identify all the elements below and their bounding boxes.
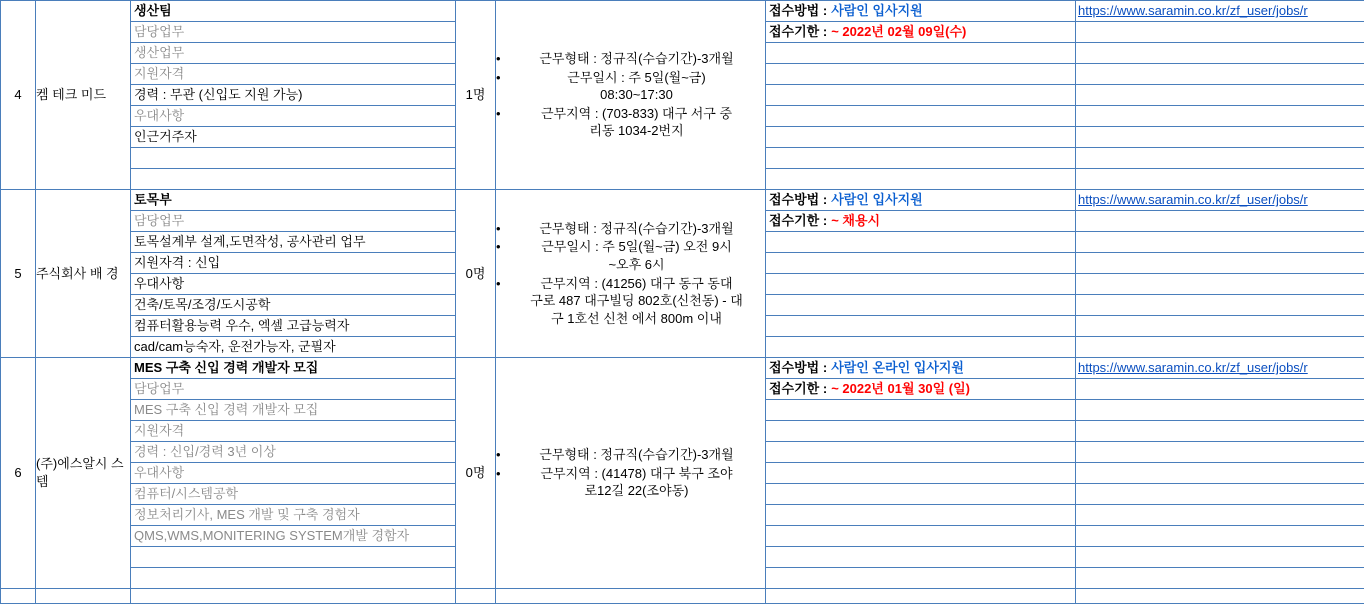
condition-item: [496, 220, 765, 238]
row-number: [1, 589, 36, 604]
table-row[interactable]: [1, 358, 1364, 589]
work-conditions-cell: [496, 358, 766, 589]
table-row-partial[interactable]: [1, 589, 1364, 604]
detail-line: 컴퓨터활용능력 우수, 엑셀 고급능력자: [131, 316, 455, 337]
apply-row: [766, 211, 1075, 232]
apply-row: [766, 106, 1075, 127]
link-row: [1076, 232, 1364, 253]
detail-line: 담당업무: [131, 379, 455, 400]
link-row: [1076, 148, 1364, 169]
link-row: [1076, 253, 1364, 274]
link-row[interactable]: [1076, 190, 1364, 211]
link-row: [1076, 484, 1364, 505]
job-posting-link[interactable]: https://www.saramin.co.kr/zf_user/jobs/r: [1078, 2, 1308, 20]
condition-item: [496, 238, 765, 273]
job-detail-cell: [131, 589, 456, 604]
apply-row: [766, 1, 1075, 22]
apply-value: ~ 2022년 01월 30일 (일): [831, 380, 970, 398]
link-row[interactable]: [1076, 358, 1364, 379]
apply-row: [766, 148, 1075, 169]
apply-value: 사람인 입사지원: [831, 2, 923, 20]
headcount: 0명: [456, 190, 496, 358]
bullet-icon: •: [496, 238, 501, 256]
bullet-icon: •: [496, 220, 501, 238]
apply-row: [766, 295, 1075, 316]
condition-text: 근무일시 : 주 5일(월~금) 오전 9시: [541, 239, 732, 254]
detail-line: [131, 148, 455, 169]
detail-line: 생산팀: [131, 1, 455, 22]
apply-row: [766, 421, 1075, 442]
condition-item: [496, 69, 765, 104]
link-row: [1076, 169, 1364, 189]
condition-text-3: 구 1호선 신천 에서 800m 이내: [508, 310, 765, 328]
company-name: (주)에스알시 스템: [36, 358, 131, 589]
apply-row: [766, 526, 1075, 547]
apply-row: [766, 253, 1075, 274]
headcount: [456, 589, 496, 604]
condition-text-2: 로12길 22(조야동): [508, 482, 765, 500]
apply-row: [766, 316, 1075, 337]
apply-row: [766, 463, 1075, 484]
detail-line: QMS,WMS,MONITERING SYSTEM개발 경함자: [131, 526, 455, 547]
detail-line: 생산업무: [131, 43, 455, 64]
bullet-icon: •: [496, 50, 501, 68]
detail-line: [131, 547, 455, 568]
apply-row: [766, 400, 1075, 421]
apply-row: [766, 22, 1075, 43]
job-posting-link[interactable]: https://www.saramin.co.kr/zf_user/jobs/r: [1078, 359, 1308, 377]
apply-row: [766, 127, 1075, 148]
link-row: [1076, 295, 1364, 316]
link-row: [1076, 505, 1364, 526]
condition-item: [496, 465, 765, 500]
condition-text: 근무형태 : 정규직(수습기간)-3개월: [539, 51, 733, 66]
apply-row: [766, 190, 1075, 211]
apply-label: 접수방법 :: [769, 191, 827, 209]
condition-text: 근무지역 : (41478) 대구 북구 조야: [540, 466, 732, 481]
link-row: [1076, 85, 1364, 106]
detail-line: 정보처리기사, MES 개발 및 구축 경험자: [131, 505, 455, 526]
link-row: [1076, 316, 1364, 337]
table-row[interactable]: [1, 1, 1364, 190]
condition-item: [496, 50, 765, 68]
apply-row: [766, 232, 1075, 253]
link-row: [1076, 22, 1364, 43]
detail-line: 지원자격 : 신입: [131, 253, 455, 274]
link-cell: [1076, 589, 1364, 604]
apply-row: [766, 379, 1075, 400]
bullet-icon: •: [496, 69, 501, 87]
detail-line: 컴퓨터/시스템공학: [131, 484, 455, 505]
apply-row: [766, 547, 1075, 568]
apply-row: [766, 43, 1075, 64]
company-name: [36, 589, 131, 604]
detail-line: 경력 : 신입/경력 3년 이상: [131, 442, 455, 463]
link-row: [1076, 421, 1364, 442]
detail-line: 우대사항: [131, 463, 455, 484]
condition-text: 근무지역 : (41256) 대구 동구 동대: [540, 276, 732, 291]
apply-row: [766, 484, 1075, 505]
link-row: [1076, 127, 1364, 148]
link-row: [1076, 64, 1364, 85]
detail-line: MES 구축 신입 경력 개발자 모집: [131, 358, 455, 379]
detail-line: 토목설계부 설계,도면작성, 공사관리 업무: [131, 232, 455, 253]
link-row: [1076, 463, 1364, 484]
apply-label: 접수기한 :: [769, 380, 827, 398]
apply-row: [766, 505, 1075, 526]
apply-label: 접수기한 :: [769, 23, 827, 41]
link-row: [1076, 547, 1364, 568]
detail-line: cad/cam능숙자, 운전가능자, 군필자: [131, 337, 455, 357]
detail-line: 경력 : 무관 (신입도 지원 가능): [131, 85, 455, 106]
apply-value: ~ 2022년 02월 09일(수): [831, 23, 966, 41]
link-cell: [1076, 358, 1364, 589]
bullet-icon: •: [496, 446, 501, 464]
detail-line: 우대사항: [131, 106, 455, 127]
condition-text: 근무일시 : 주 5일(월~금): [567, 70, 705, 85]
detail-line: 담당업무: [131, 211, 455, 232]
link-cell: [1076, 1, 1364, 190]
detail-line: [131, 568, 455, 588]
apply-method-cell: [766, 190, 1076, 358]
apply-value: 사람인 입사지원: [831, 191, 923, 209]
condition-text: 근무형태 : 정규직(수습기간)-3개월: [539, 447, 733, 462]
detail-line: 토목부: [131, 190, 455, 211]
link-row: [1076, 274, 1364, 295]
apply-method-cell: [766, 358, 1076, 589]
work-conditions-cell: [496, 1, 766, 190]
condition-item: [496, 105, 765, 140]
detail-line: 인근거주자: [131, 127, 455, 148]
row-number: 6: [1, 358, 36, 589]
apply-label: 접수방법 :: [769, 359, 827, 377]
row-number: 4: [1, 1, 36, 190]
apply-row: [766, 169, 1075, 189]
link-row[interactable]: [1076, 1, 1364, 22]
condition-text: 근무형태 : 정규직(수습기간)-3개월: [539, 221, 733, 236]
bullet-icon: •: [496, 275, 501, 293]
detail-line: 지원자격: [131, 64, 455, 85]
apply-row: [766, 442, 1075, 463]
job-posting-link[interactable]: https://www.saramin.co.kr/zf_user/jobs/r: [1078, 191, 1308, 209]
link-row: [1076, 400, 1364, 421]
detail-line: [131, 169, 455, 189]
bullet-icon: •: [496, 465, 501, 483]
apply-row: [766, 64, 1075, 85]
apply-method-cell: [766, 1, 1076, 190]
apply-row: [766, 274, 1075, 295]
link-row: [1076, 442, 1364, 463]
condition-text-2: 리동 1034-2번지: [508, 122, 765, 140]
condition-text-2: 08:30~17:30: [508, 86, 765, 104]
link-row: [1076, 526, 1364, 547]
work-conditions-cell: [496, 190, 766, 358]
link-row: [1076, 568, 1364, 588]
apply-label: 접수방법 :: [769, 2, 827, 20]
link-row: [1076, 379, 1364, 400]
job-detail-cell: [131, 190, 456, 358]
detail-line: 우대사항: [131, 274, 455, 295]
apply-method-cell: [766, 589, 1076, 604]
headcount: 0명: [456, 358, 496, 589]
link-row: [1076, 106, 1364, 127]
row-number: 5: [1, 190, 36, 358]
detail-line: 지원자격: [131, 421, 455, 442]
detail-line: 건축/토목/조경/도시공학: [131, 295, 455, 316]
company-name: 켐 테크 미드: [36, 1, 131, 190]
condition-text-2: ~오후 6시: [508, 256, 765, 274]
condition-item: [496, 275, 765, 328]
condition-text-2: 구로 487 대구빌딩 802호(신천동) - 대: [508, 292, 765, 310]
apply-label: 접수기한 :: [769, 212, 827, 230]
link-row: [1076, 337, 1364, 357]
condition-text: 근무지역 : (703-833) 대구 서구 중: [541, 106, 732, 121]
apply-row: [766, 85, 1075, 106]
detail-line: MES 구축 신입 경력 개발자 모집: [131, 400, 455, 421]
table-row[interactable]: [1, 190, 1364, 358]
apply-row: [766, 337, 1075, 357]
apply-value: ~ 채용시: [831, 212, 880, 230]
apply-row: [766, 358, 1075, 379]
link-row: [1076, 211, 1364, 232]
job-detail-cell: [131, 358, 456, 589]
condition-item: [496, 446, 765, 464]
link-row: [1076, 43, 1364, 64]
apply-row: [766, 568, 1075, 588]
apply-value: 사람인 온라인 입사지원: [831, 359, 964, 377]
link-cell: [1076, 190, 1364, 358]
work-conditions-cell: [496, 589, 766, 604]
job-detail-cell: [131, 1, 456, 190]
bullet-icon: •: [496, 105, 501, 123]
company-name: 주식회사 배 경: [36, 190, 131, 358]
detail-line: 담당업무: [131, 22, 455, 43]
headcount: 1명: [456, 1, 496, 190]
